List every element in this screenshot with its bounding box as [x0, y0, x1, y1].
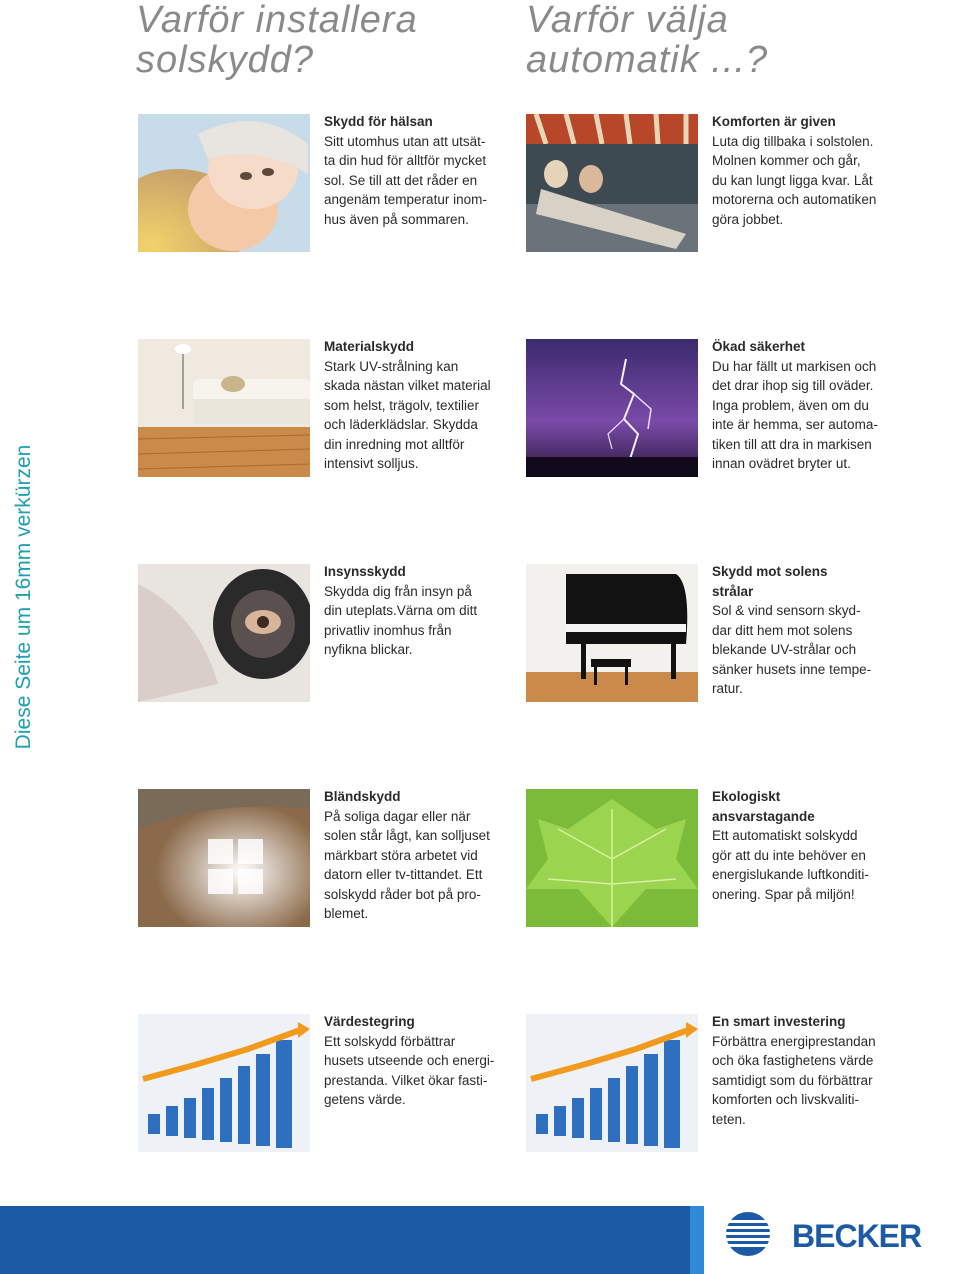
becker-logo-text: BECKER [792, 1218, 922, 1254]
item-title: Insynsskydd [324, 564, 406, 579]
item-body: Luta dig tillbaka i solstolen. Molnen kommer och går, du kan lungt ligga kvar. Låt motorerna och automatiken göra jobbet. [712, 133, 877, 227]
peephole-photo [138, 564, 310, 702]
item-body: Skydda dig från insyn på din uteplats.Värna om ditt privatliv inomhus från nyfikna blickar. [324, 583, 478, 657]
heading-why-automation: Varför välja automatik ...? [526, 0, 769, 81]
item-body: Ett solskydd förbättrar husets utseende och energi- prestanda. Vilket ökar fasti- getens värde. [324, 1033, 495, 1107]
leaf-photo [526, 789, 698, 927]
growth-chart-photo-1 [138, 1014, 310, 1152]
becker-logo-icon [724, 1210, 772, 1258]
awning-couple-photo [526, 114, 698, 252]
item-glare [324, 787, 504, 924]
item-smart-investment [712, 1012, 892, 1129]
baby-photo [138, 114, 310, 252]
item-body: Du har fällt ut markisen och det drar ihop sig till oväder. Inga problem, även om du inte är hemma, ser automa- tiken till att dra in markisen innan ovädret bryter ut. [712, 358, 878, 471]
living-room-photo [138, 339, 310, 477]
side-note-text: Diese Seite um 16mm verkürzen [12, 444, 35, 750]
item-body: Sol & vind sensorn skyd- dar ditt hem mot solens blekande UV-strålar och sänker husets inne tempe- ratur. [712, 603, 872, 696]
glare-window-photo [138, 789, 310, 927]
item-material [324, 337, 504, 474]
item-title: Materialskydd [324, 339, 415, 354]
footer-blue-band [0, 1206, 690, 1274]
item-body: Sitt utomhus utan att utsät- ta din hud för alltför mycket sol. Se till att det råder en angenäm temperatur inom- hus även på sommaren. [324, 133, 487, 227]
item-title: Komforten är given [712, 114, 836, 129]
heading-why-install: Varför installera solskydd? [136, 0, 418, 81]
item-body: Ett automatiskt solskydd gör att du inte behöver en energislukande luftkonditi- onering. Spar på miljön! [712, 828, 869, 902]
item-sun-protection [712, 562, 892, 699]
item-title: Ekologiskt ansvarstagande [712, 789, 815, 824]
growth-chart-photo-2 [526, 1014, 698, 1152]
item-title: Skydd mot solens strålar [712, 564, 828, 599]
side-note [12, 430, 36, 764]
item-security [712, 337, 892, 474]
item-body: Stark UV-strålning kan skada nästan vilket material som helst, trägolv, textilier och läderklädslar. Skydda din inredning mot alltför intensivt solljus. [324, 358, 491, 471]
item-value-increase [324, 1012, 504, 1110]
item-title: Skydd för hälsan [324, 114, 433, 129]
item-title: Bländskydd [324, 789, 401, 804]
footer-accent-band [690, 1206, 704, 1274]
item-body: På soliga dagar eller när solen står lågt, kan solljuset märkbart störa arbetet vid datorn eller tv-tittandet. Ett solskydd råder bot på pro- blemet. [324, 808, 490, 921]
item-privacy [324, 562, 504, 660]
item-comfort [712, 112, 892, 229]
item-body: Förbättra energiprestandan och öka fastighetens värde samtidigt som du förbättrar komforten och livskvaliti- teten. [712, 1033, 876, 1127]
item-title: En smart investering [712, 1014, 846, 1029]
lightning-photo [526, 339, 698, 477]
item-health [324, 112, 504, 229]
item-title: Ökad säkerhet [712, 339, 806, 354]
item-ecology [712, 787, 892, 904]
item-title: Värdestegring [324, 1014, 415, 1029]
piano-photo [526, 564, 698, 702]
